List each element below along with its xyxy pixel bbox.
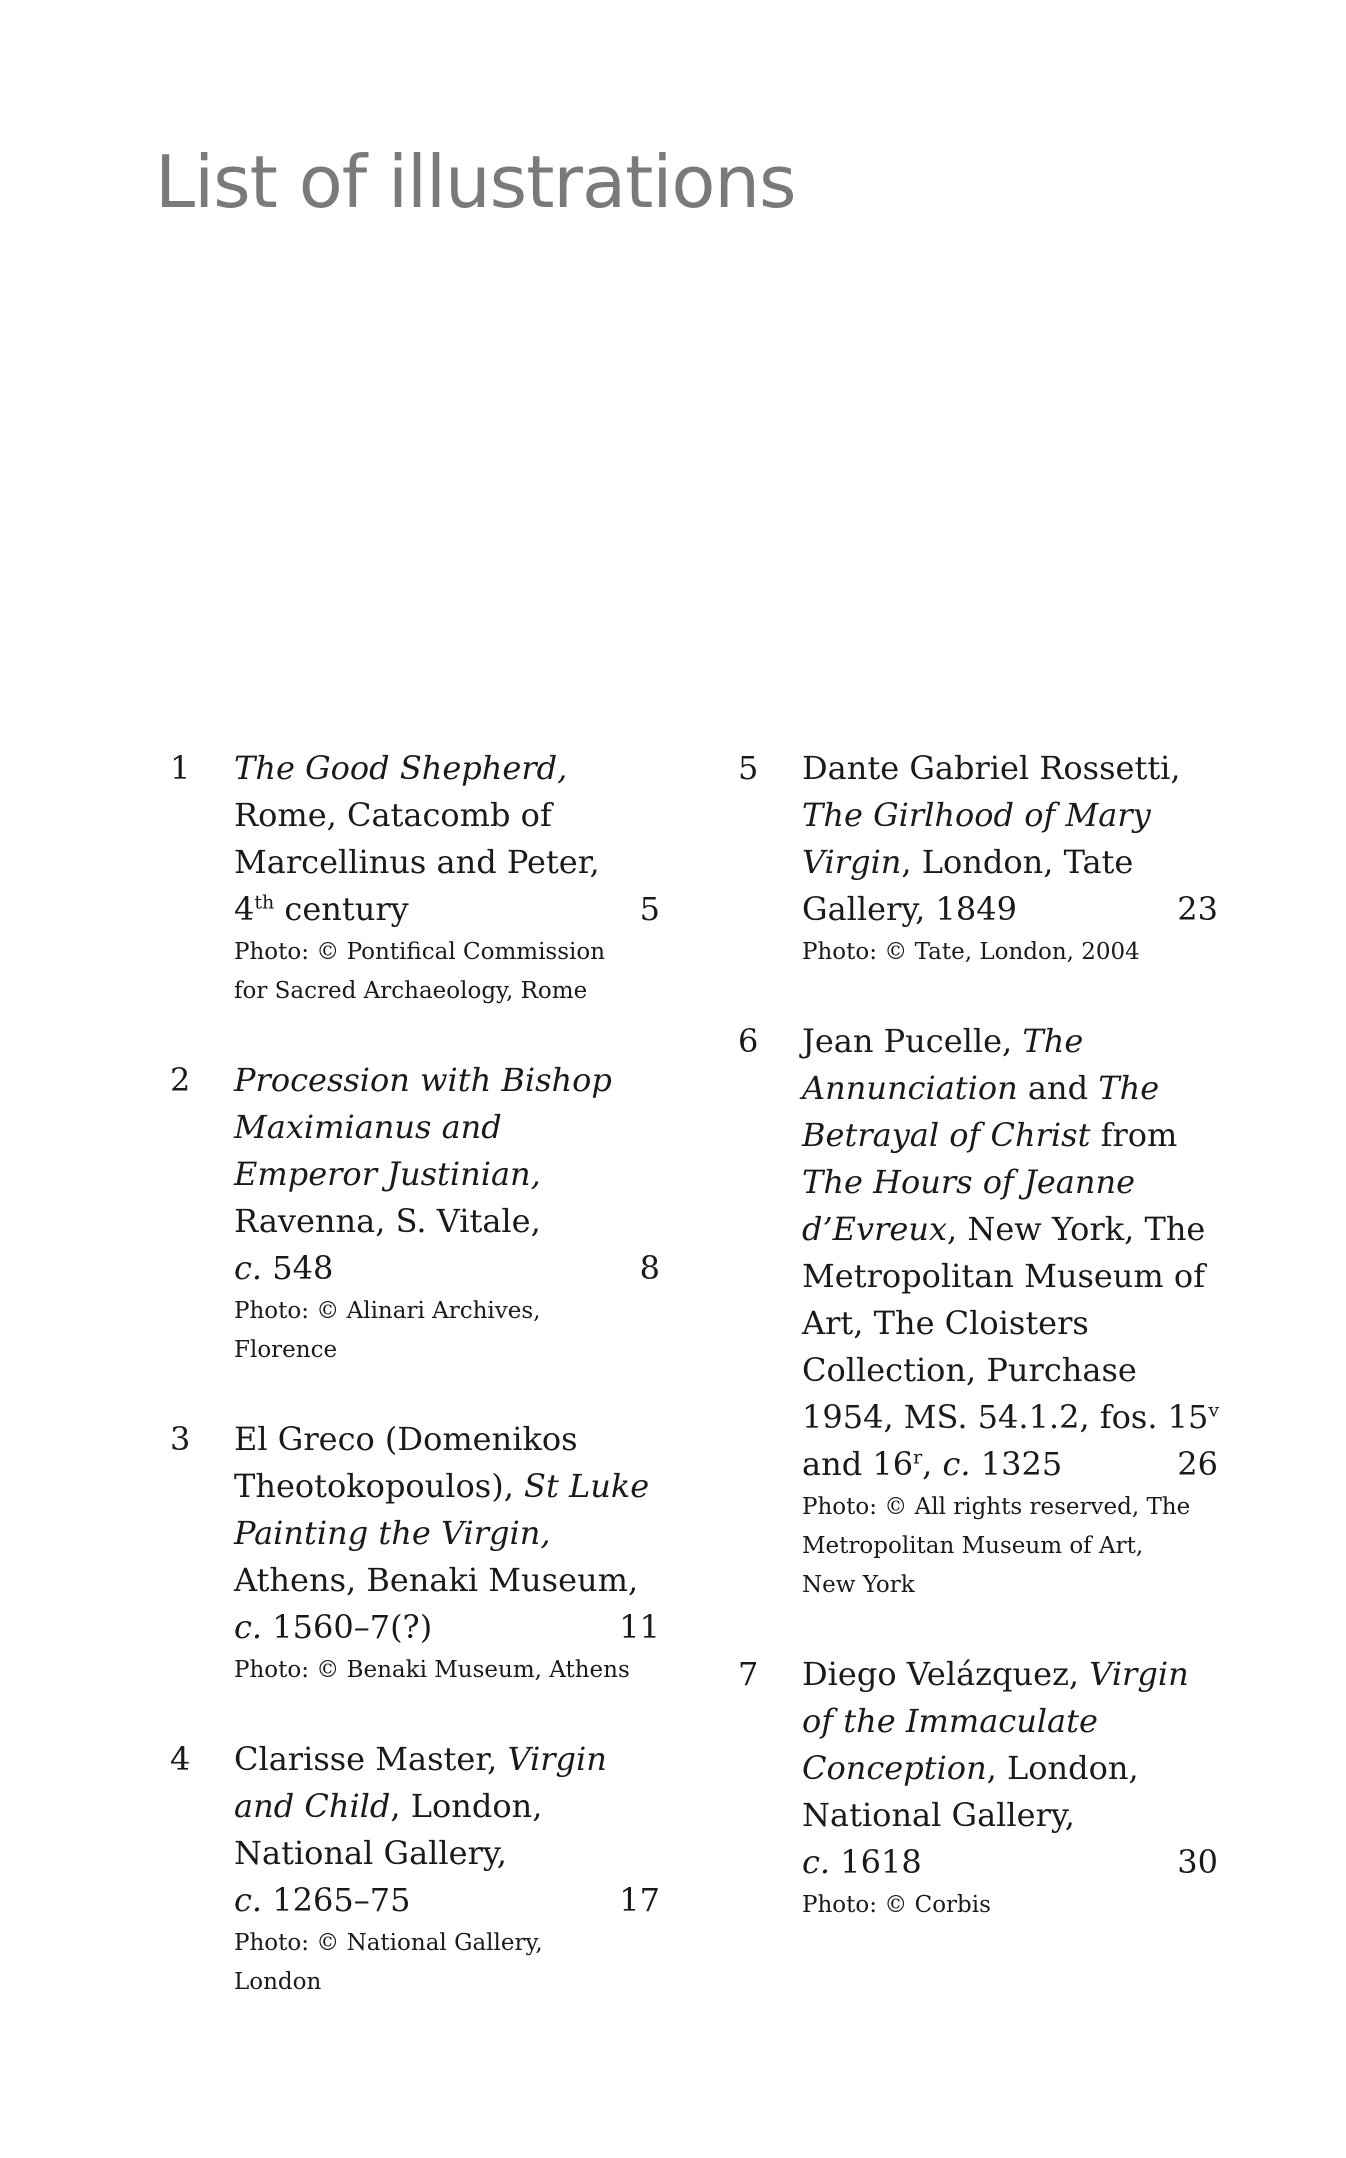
- photo-credit: Photo: © Benaki Museum, Athens: [234, 1657, 630, 1683]
- left-column: [170, 745, 660, 2048]
- page-number: 23: [1177, 890, 1218, 928]
- right-column: [738, 745, 1218, 1971]
- entry-number: 4: [170, 1740, 191, 1778]
- page-number: 11: [619, 1608, 660, 1646]
- illustration-entry: [738, 745, 1218, 972]
- entry-line: c. 1618 30: [802, 1839, 1218, 1886]
- entry-line: Dante Gabriel Rossetti,: [802, 749, 1181, 787]
- entry-line: Collection, Purchase: [802, 1351, 1137, 1389]
- entry-line: d’Evreux, New York, The: [802, 1210, 1206, 1248]
- entry-line: Conception, London,: [802, 1749, 1139, 1787]
- entry-line: The Girlhood of Mary: [802, 796, 1151, 834]
- entry-line: c. 1560–7(?) 11: [234, 1604, 660, 1651]
- photo-credit: Photo: © Corbis: [802, 1892, 991, 1918]
- entry-number: 3: [170, 1420, 191, 1458]
- page-number: 8: [639, 1249, 660, 1287]
- page-number: 17: [619, 1881, 660, 1919]
- entry-line: National Gallery,: [802, 1796, 1075, 1834]
- illustration-entry: [738, 1018, 1218, 1605]
- photo-credit: for Sacred Archaeology, Rome: [234, 978, 588, 1004]
- entry-line: National Gallery,: [234, 1834, 507, 1872]
- photo-credit: Metropolitan Museum of Art,: [802, 1533, 1144, 1559]
- entry-line: and 16$^r$, c. 1325 26: [802, 1441, 1218, 1488]
- illustration-entry: [170, 1736, 660, 2002]
- entry-line: Theotokopoulos), St Luke: [234, 1467, 650, 1505]
- entry-line: of the Immaculate: [802, 1702, 1098, 1740]
- illustration-entry: [738, 1651, 1218, 1925]
- entry-line: Athens, Benaki Museum,: [234, 1561, 639, 1599]
- entry-line: c. 548 8: [234, 1245, 660, 1292]
- page-number: 5: [639, 890, 660, 928]
- entry-number: 2: [170, 1061, 191, 1099]
- entry-line: Ravenna, S. Vitale,: [234, 1202, 541, 1240]
- photo-credit: London: [234, 1969, 322, 1995]
- photo-credit: New York: [802, 1572, 915, 1598]
- entry-line: Virgin, London, Tate: [802, 843, 1134, 881]
- entry-line: Jean Pucelle, The: [802, 1022, 1084, 1060]
- entry-line: Rome, Catacomb of: [234, 796, 552, 834]
- entry-line: Betrayal of Christ from: [802, 1116, 1178, 1154]
- entry-line: Maximianus and: [234, 1108, 502, 1146]
- entry-line: Diego Velázquez, Virgin: [802, 1655, 1189, 1693]
- entry-line: Painting the Virgin,: [234, 1514, 551, 1552]
- entry-line: Gallery, 1849 23: [802, 886, 1218, 933]
- entry-line: Procession with Bishop: [234, 1061, 612, 1099]
- entry-line: Metropolitan Museum of: [802, 1257, 1206, 1295]
- illustration-entry: [170, 1057, 660, 1370]
- entry-line: 1954, MS. 54.1.2, fos. 15$^v$: [802, 1398, 1220, 1436]
- page-number: 26: [1177, 1445, 1218, 1483]
- entry-line: The Hours of Jeanne: [802, 1163, 1136, 1201]
- entry-line: Clarisse Master, Virgin: [234, 1740, 607, 1778]
- photo-credit: Photo: © All rights reserved, The: [802, 1494, 1191, 1520]
- entry-line: c. 1265–75 17: [234, 1877, 660, 1924]
- entry-number: 1: [170, 749, 191, 787]
- entry-number: 5: [738, 749, 759, 787]
- page-title: List of illustrations: [155, 140, 796, 224]
- photo-credit: Photo: © Alinari Archives,: [234, 1298, 541, 1324]
- photo-credit: Florence: [234, 1337, 338, 1363]
- entry-line: and Child, London,: [234, 1787, 543, 1825]
- page-number: 30: [1177, 1843, 1218, 1881]
- illustration-entry: [170, 745, 660, 1011]
- entry-line: 4th century 5: [234, 886, 660, 933]
- entry-line: El Greco (Domenikos: [234, 1420, 578, 1458]
- entry-number: 6: [738, 1022, 759, 1060]
- photo-credit: Photo: © Tate, London, 2004: [802, 939, 1140, 965]
- entry-line: Emperor Justinian,: [234, 1155, 541, 1193]
- entry-line: The Good Shepherd,: [234, 749, 568, 787]
- entry-line: Annunciation and The: [802, 1069, 1160, 1107]
- illustration-entry: [170, 1416, 660, 1690]
- entry-number: 7: [738, 1655, 759, 1693]
- photo-credit: Photo: © Pontifical Commission: [234, 939, 606, 965]
- entry-line: Art, The Cloisters: [802, 1304, 1089, 1342]
- photo-credit: Photo: © National Gallery,: [234, 1930, 543, 1956]
- entry-line: Marcellinus and Peter,: [234, 843, 600, 881]
